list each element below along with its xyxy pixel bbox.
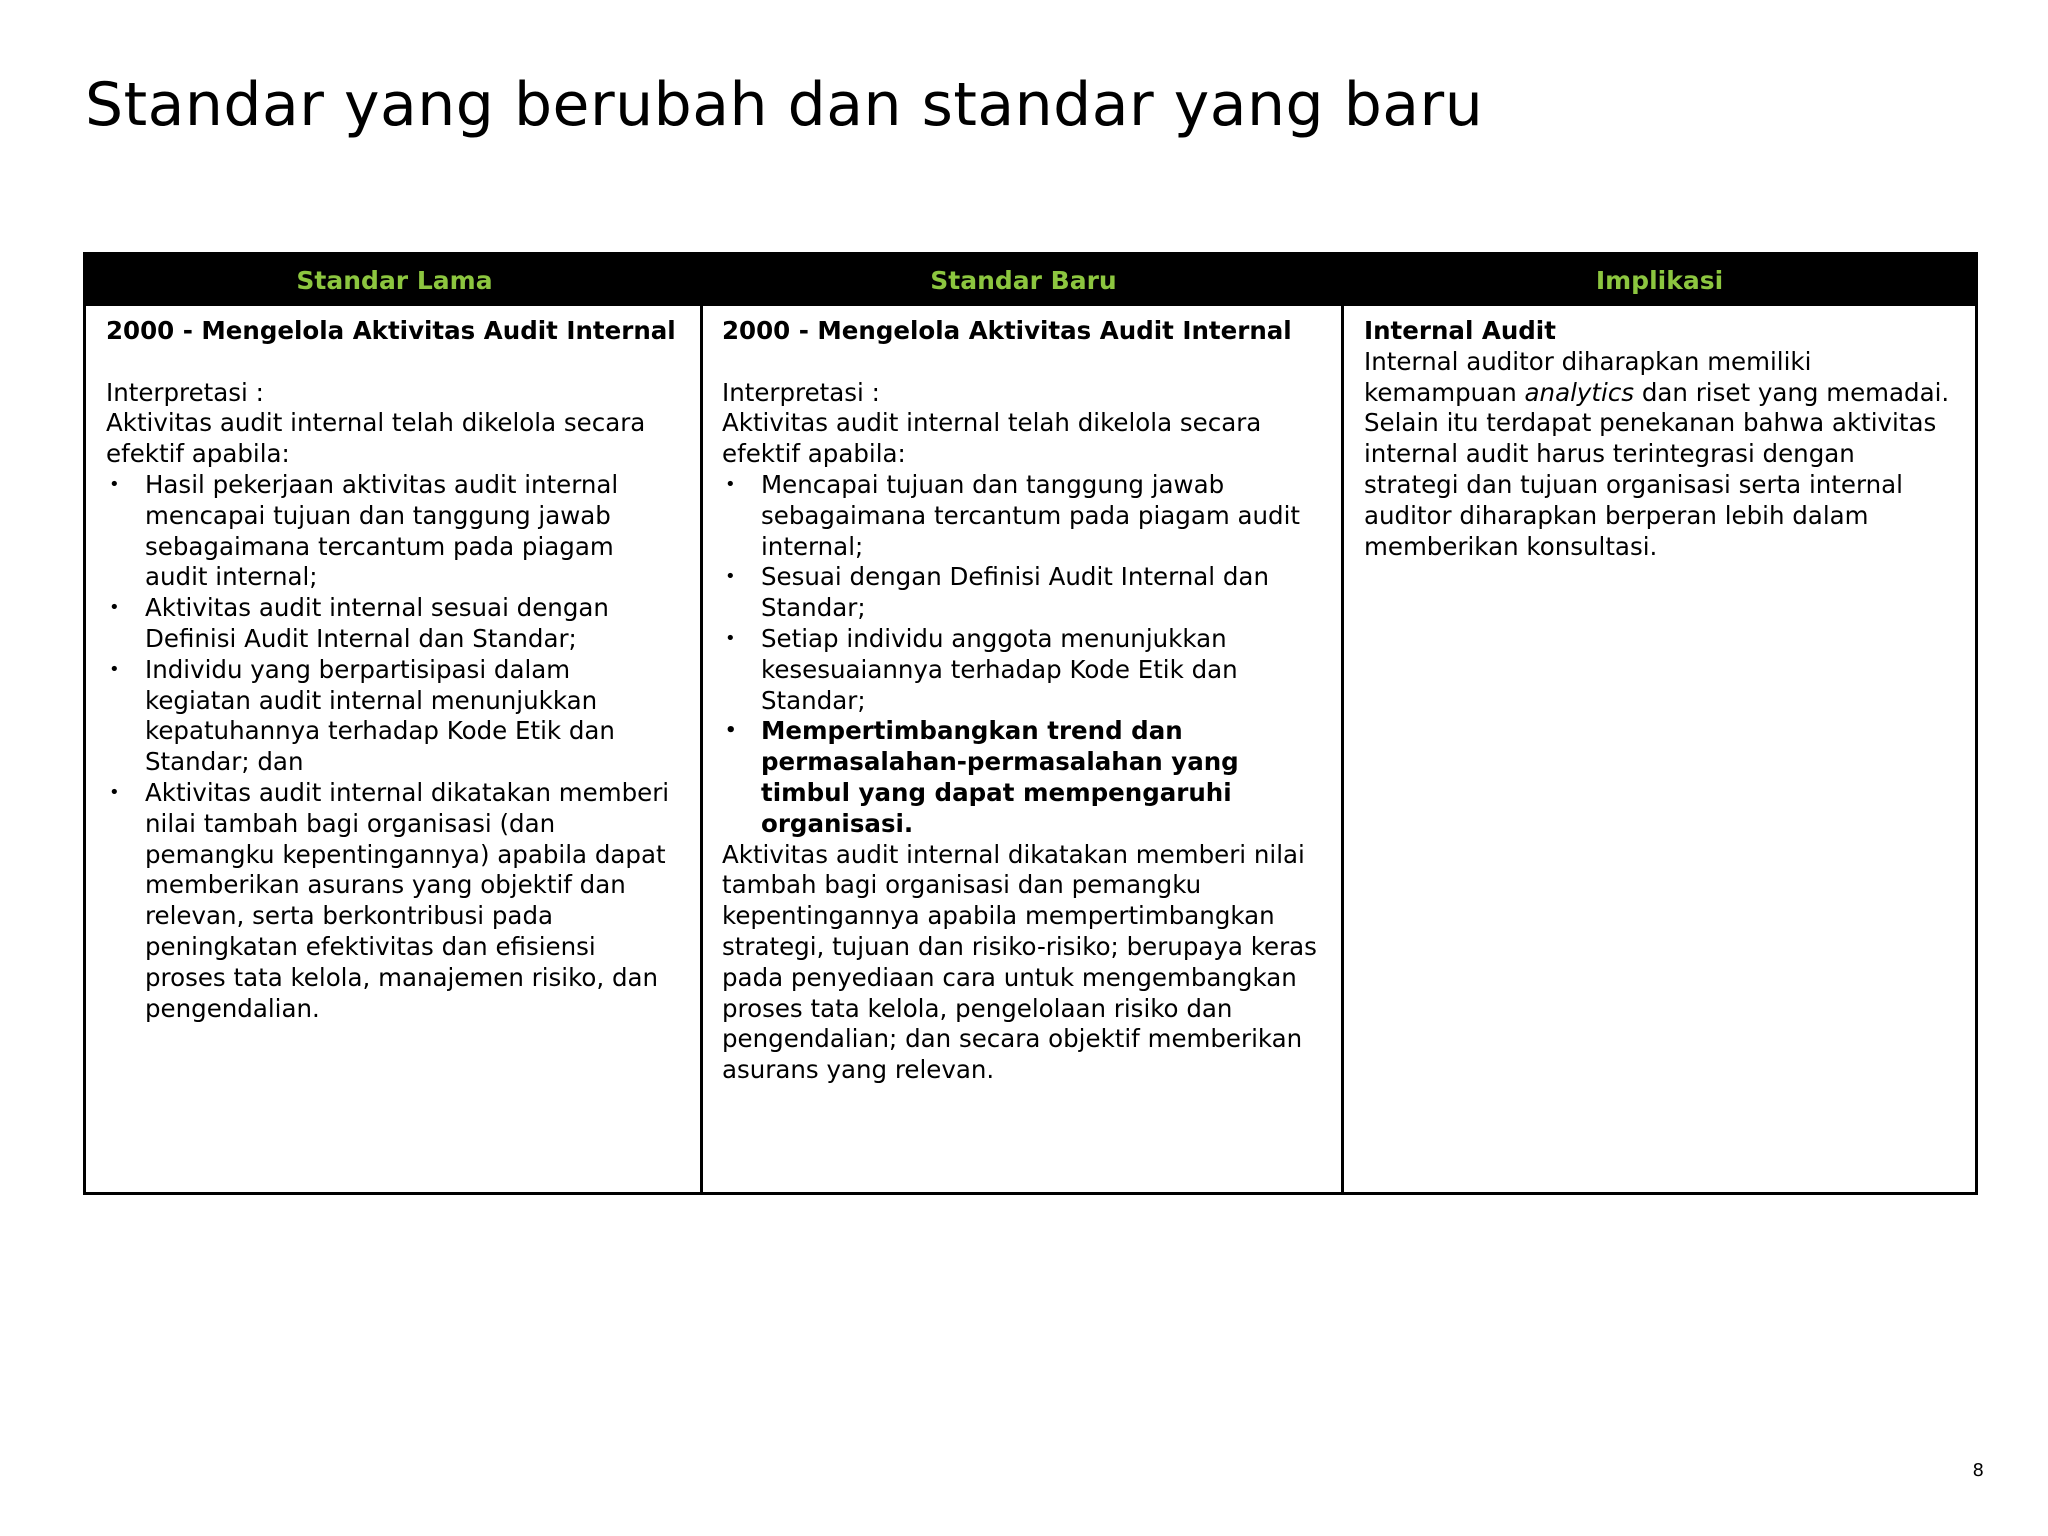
list-item: • Hasil pekerjaan aktivitas audit internal mencapai tujuan dan tanggung jawab sebagaimana tercantum pada piagam audit internal; (109, 469, 619, 592)
list-item: • Aktivitas audit internal dikatakan memberi nilai tambah bagi organisasi (dan pemangku kepentingannya) apabila dapat memberikan asurans yang objektif dan relevan, serta berkontribusi pada peningkatan efektivitas dan efisiensi proses tata kelola, manajemen risiko, dan pengendalian. (109, 777, 670, 1023)
header-standar-lama: Standar Lama (296, 266, 493, 295)
header-implikasi: Implikasi (1595, 266, 1724, 295)
list-item: • Aktivitas audit internal sesuai dengan Definisi Audit Internal dan Standar; (109, 593, 609, 653)
bullet-icon: • (109, 597, 120, 619)
table-header-row (86, 255, 1975, 306)
list-item: • Setiap individu anggota menunjukkan kesesuaiannya terhadap Kode Etik dan Standar; (725, 623, 1238, 715)
bullet-icon: • (725, 720, 737, 742)
implication-text: Internal auditor diharapkan memiliki kemampuan analytics dan riset yang memadai. Selain itu terdapat penekanan bahwa aktivitas internal audit harus terintegrasi dengan strategi dan tujuan organisasi serta internal auditor diharapkan berperan lebih dalam memberikan konsultasi. (1364, 346, 1950, 561)
list-item: • Sesuai dengan Definisi Audit Internal dan Standar; (725, 562, 1269, 623)
bullet-icon: • (109, 473, 120, 495)
implication-heading: Internal Audit (1364, 316, 1556, 345)
list-item: • Mencapai tujuan dan tanggung jawab sebagaimana tercantum pada piagam audit internal; (725, 469, 1301, 561)
page-title: Standar yang berubah dan standar yang baru (85, 70, 1484, 140)
header-standar-baru: Standar Baru (930, 266, 1117, 295)
new-standard-heading: 2000 - Mengelola Aktivitas Audit Internal (722, 316, 1292, 345)
bullet-icon: • (109, 658, 120, 680)
new-intro: Aktivitas audit internal telah dikelola secara efektif apabila: (722, 408, 1262, 469)
old-interpretation-label: Interpretasi : (106, 377, 264, 407)
list-item: • Individu yang berpartisipasi dalam kegiatan audit internal menunjukkan kepatuhannya terhadap Kode Etik dan Standar; dan (109, 654, 615, 777)
new-closing: Aktivitas audit internal dikatakan memberi nilai tambah bagi organisasi dan pemangku kepentingannya apabila mempertimbangkan strategi, tujuan dan risiko-risiko; berupaya keras pada penyediaan cara untuk mengembangkan proses tata kelola, pengelolaan risiko dan pengendalian; dan secara objektif memberikan asurans yang relevan. (722, 839, 1317, 1085)
implication-cell (1344, 306, 1975, 1192)
list-item: • Mempertimbangkan trend dan permasalahan-permasalahan yang timbul yang dapat mempengaruhi organisasi. (725, 716, 1239, 838)
bullet-icon: • (109, 781, 120, 803)
new-interpretation-label: Interpretasi : (722, 377, 880, 407)
old-standard-heading: 2000 - Mengelola Aktivitas Audit Internal (106, 316, 676, 345)
bullet-icon: • (725, 566, 736, 588)
page-number: 8 (1972, 1460, 1984, 1481)
bullet-icon: • (725, 473, 736, 495)
old-intro: Aktivitas audit internal telah dikelola secara efektif apabila: (106, 408, 646, 469)
new-bullet-list (722, 470, 1323, 840)
comparison-table (83, 252, 1978, 1195)
new-standard-cell (703, 306, 1344, 1192)
old-standard-cell (86, 306, 703, 1192)
old-bullet-list (106, 470, 682, 1024)
bullet-icon: • (725, 627, 736, 649)
